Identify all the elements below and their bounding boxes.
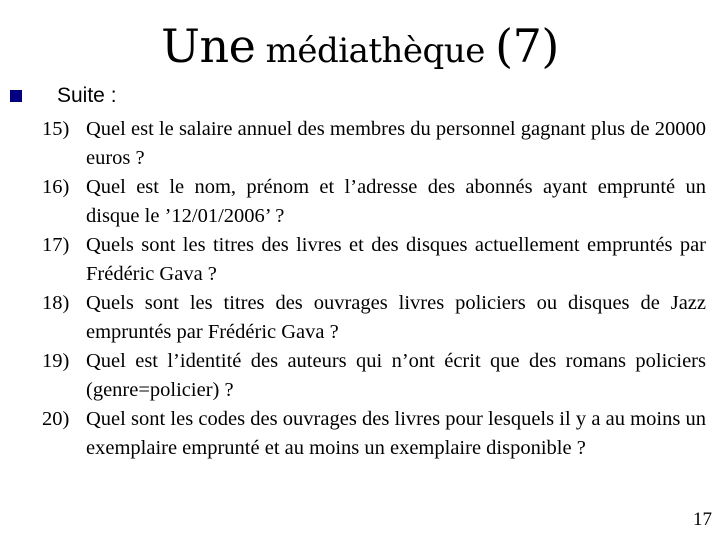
item-text: Quel est le nom, prénom et l’adresse des abonnés ayant emprunté un disque le ’12/01/2006’ ? (86, 176, 706, 227)
item-text: Quel est l’identité des auteurs qui n’ont écrit que des romans policiers (genre=policier) ? (86, 350, 706, 401)
slide-title-part1: Une (161, 19, 256, 73)
slide-title-part2: médiathèque (255, 31, 496, 71)
item-number: 16) (42, 176, 70, 198)
item-number: 18) (42, 292, 70, 314)
square-bullet-icon (10, 90, 22, 102)
page-number: 17 (693, 509, 712, 530)
item-text: Quels sont les titres des livres et des disques actuellement empruntés par Frédéric Gava ? (86, 234, 706, 285)
question-list (42, 115, 706, 463)
list-item (42, 173, 706, 231)
list-item (42, 347, 706, 405)
bullet-label: Suite : (57, 84, 117, 107)
item-text: Quel est le salaire annuel des membres du personnel gagnant plus de 20000 euros ? (86, 118, 706, 169)
item-number: 19) (42, 350, 70, 372)
list-item (42, 405, 706, 463)
item-number: 20) (42, 408, 70, 430)
item-number: 15) (42, 118, 70, 140)
list-item (42, 115, 706, 173)
item-text: Quels sont les titres des ouvrages livres policiers ou disques de Jazz empruntés par Frédéric Gava ? (86, 292, 706, 343)
list-item (42, 289, 706, 347)
item-number: 17) (42, 234, 70, 256)
slide-title-part3: (7) (495, 19, 559, 73)
slide-title (0, 16, 720, 81)
bullet-suite (10, 82, 117, 110)
list-item (42, 231, 706, 289)
item-text: Quel sont les codes des ouvrages des livres pour lesquels il y a au moins un exemplaire emprunté et au moins un exemplaire disponible ? (86, 408, 706, 459)
